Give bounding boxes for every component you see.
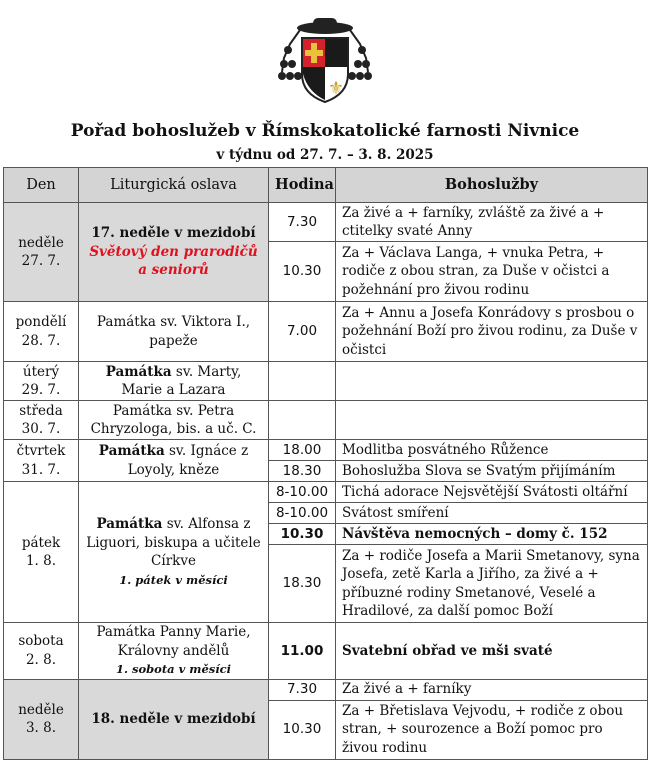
service-time: 18.30 [269,461,336,482]
service-time: 8-10.00 [269,482,336,503]
day-cell [4,679,79,759]
celebration-title: 18. neděle v mezidobí [91,710,256,727]
day-name: čtvrtek [16,443,66,459]
service-text: Za živé a + farníky [336,679,648,700]
service-time: 10.30 [269,242,336,302]
day-cell [4,203,79,302]
table-row [4,679,648,700]
service-time: 7.30 [269,679,336,700]
table-row [4,623,648,680]
service-text: Modlitba posvátného Růžence [336,440,648,461]
celebration-title: sv. Alfonsa z Liguori, biskupa a učitele Církve [86,516,261,569]
service-time: 7.30 [269,203,336,242]
service-time: 10.30 [269,524,336,545]
service-time: 18.00 [269,440,336,461]
day-date: 3. 8. [25,720,57,736]
column-header-celebration: Liturgická oslava [79,168,269,203]
day-cell [4,401,79,440]
service-time [269,362,336,401]
page-subtitle: v týdnu od 27. 7. – 3. 8. 2025 [216,147,434,163]
page-title: Pořad bohoslužeb v Římskokatolické farnosti Nivnice [70,121,580,141]
celebration-kind: Památka [105,363,172,380]
table-header-row [4,168,648,203]
day-name: neděle [18,701,64,718]
celebration-cell [79,679,269,759]
day-date: 30. 7. [21,421,61,437]
day-date: 27. 7. [21,253,61,269]
celebration-title: sv. Ignáce z Loyoly, kněze [127,443,249,478]
celebration-cell [79,482,269,623]
service-text: Bohoslužba Slova se Svatým přijímáním [336,461,648,482]
day-date: 28. 7. [21,332,61,349]
service-time: 10.30 [269,700,336,759]
day-cell [4,302,79,362]
table-row [4,440,648,461]
celebration-kind: Památka [98,443,165,459]
celebration-note: 1. sobota v měsíci [115,662,232,676]
day-name: úterý [22,363,60,380]
day-date: 1. 8. [25,553,57,569]
table-row [4,401,648,440]
day-name: neděle [18,234,64,251]
service-text: Za + Annu a Josefa Konrádovy s prosbou o požehnání Boží pro živou rodinu, za Duše v očistci [336,302,648,362]
celebration-cell [79,440,269,482]
day-date: 2. 8. [25,651,57,668]
celebration-kind: Památka [96,516,163,532]
day-name: pátek [21,534,61,551]
celebration-note: 1. pátek v měsíci [119,572,228,587]
column-header-hour: Hodina [269,168,336,203]
celebration-title: Památka Panny Marie, Královny andělů [96,624,251,659]
celebration-cell [79,362,269,401]
service-text: Za živé a + farníky, zvláště za živé a + ctitelky svaté Anny [336,203,648,242]
table-row [4,203,648,242]
service-text: Za + Břetislava Vejvodu, + rodiče z obou stran, + sourozence a Boží pomoc pro živou rodinu [336,700,648,759]
day-cell [4,623,79,680]
celebration-title: 17. neděle v mezidobí [91,225,256,242]
table-row [4,362,648,401]
service-time: 18.30 [269,545,336,623]
svg-text:⚜: ⚜ [327,78,345,99]
service-text: Za + Václava Langa, + vnuka Petra, + rodiče z obou stran, za Duše v očistci a požehnání pro živou rodinu [336,242,648,302]
service-time: 7.00 [269,302,336,362]
day-name: sobota [18,633,64,650]
service-time: 8-10.00 [269,503,336,524]
service-time: 11.00 [269,623,336,680]
service-text: Svatební obřad ve mši svaté [336,623,648,680]
celebration-cell [79,623,269,680]
column-header-day: Den [4,168,79,203]
column-header-services: Bohoslužby [336,168,648,203]
service-text: Návštěva nemocných – domy č. 152 [336,524,648,545]
service-text: Tichá adorace Nejsvětější Svátosti oltářní [336,482,648,503]
celebration-cell: Památka sv. Petra Chryzologa, bis. a uč. C. [79,401,269,440]
day-cell [4,440,79,482]
service-time [269,401,336,440]
day-date: 31. 7. [21,461,61,478]
coat-of-arms-logo [278,14,372,108]
celebration-cell: Památka sv. Viktora I., papeže [79,302,269,362]
service-text [336,401,648,440]
service-text [336,362,648,401]
day-name: pondělí [15,314,67,330]
service-text: Svátost smíření [336,503,648,524]
table-row [4,302,648,362]
celebration-title: sv. Marty, Marie a Lazara [121,363,242,398]
schedule-table [3,167,648,760]
day-name: středa [19,402,63,419]
celebration-cell [79,203,269,302]
day-date: 29. 7. [21,382,61,398]
celebration-special: Světový den prarodičů a seniorů [89,243,258,279]
table-row [4,482,648,503]
service-text: Za + rodiče Josefa a Marii Smetanovy, syna Josefa, zetě Karla a Jiřího, za živé a + příbuzné rodiny Smetanové, Veselé a Hradilové, za další pomoc Boží [336,545,648,623]
day-cell [4,362,79,401]
day-cell [4,482,79,623]
